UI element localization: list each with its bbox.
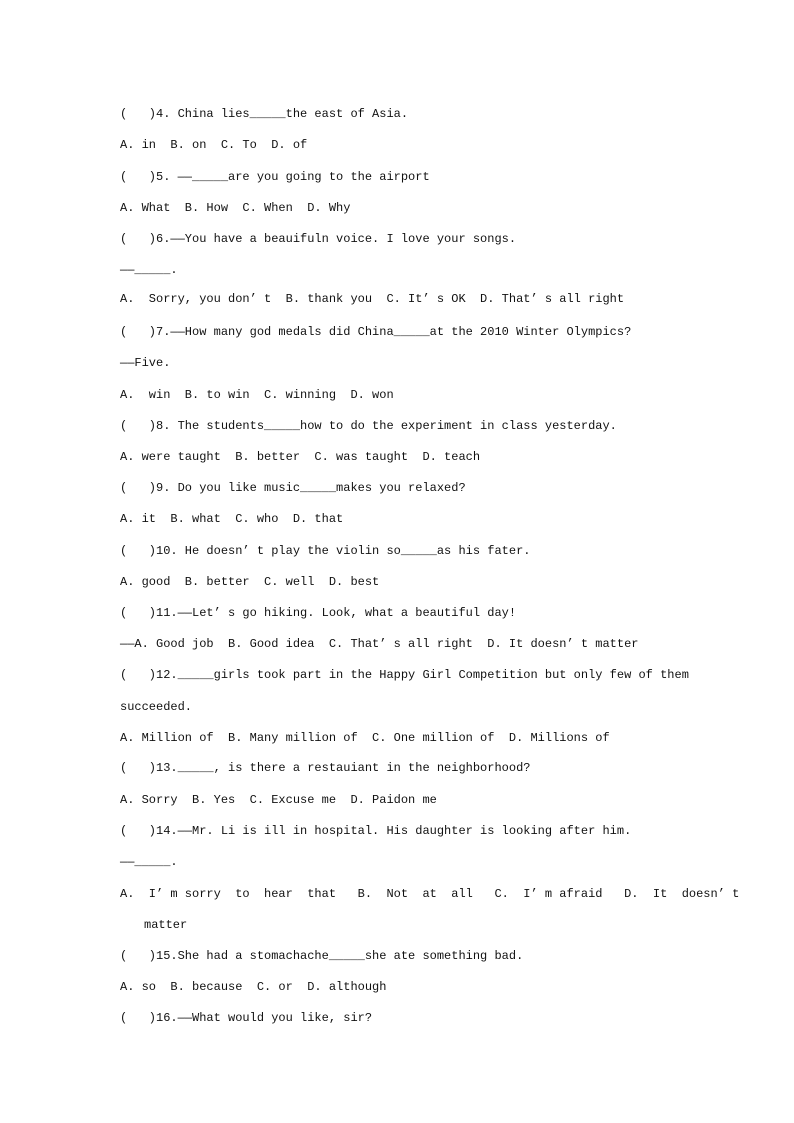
options-7: A. win B. to win C. winning D. won [120,388,394,402]
question-8: ( )8. The students_____how to do the experiment in class yesterday. [120,419,617,433]
question-14-response: ——_____. [120,855,178,869]
question-10: ( )10. He doesn’ t play the violin so_____as his fater. [120,544,531,558]
options-12: A. Million of B. Many million of C. One million of D. Millions of [120,731,610,745]
options-4: A. in B. on C. To D. of [120,138,308,152]
question-16: ( )16.——What would you like, sir? [120,1011,373,1025]
question-12: ( )12._____girls took part in the Happy Girl Competition but only few of them [120,668,689,682]
options-11: ——A. Good job B. Good idea C. That’ s all right D. It doesn’ t matter [120,637,639,651]
question-13: ( )13._____, is there a restauiant in the neighborhood? [120,761,531,775]
options-6: A. Sorry, you don’ t B. thank you C. It’ s OK D. That’ s all right [120,292,625,306]
question-7-response: ——Five. [120,356,171,370]
question-11: ( )11.——Let’ s go hiking. Look, what a beautiful day! [120,606,517,620]
question-4: ( )4. China lies_____the east of Asia. [120,107,409,121]
options-13: A. Sorry B. Yes C. Excuse me D. Paidon me [120,793,437,807]
question-9: ( )9. Do you like music_____makes you relaxed? [120,481,466,495]
question-14: ( )14.——Mr. Li is ill in hospital. His daughter is looking after him. [120,824,632,838]
options-5: A. What B. How C. When D. Why [120,201,351,215]
options-14-cont: matter [144,918,188,932]
options-14: A. I’ m sorry to hear that B. Not at all C. I’ m afraid D. It doesn’ t [120,887,740,901]
question-6-response: ——_____. [120,263,178,277]
options-10: A. good B. better C. well D. best [120,575,380,589]
options-8: A. were taught B. better C. was taught D. teach [120,450,481,464]
options-15: A. so B. because C. or D. although [120,980,387,994]
question-12-cont: succeeded. [120,700,193,714]
question-7: ( )7.——How many god medals did China_____at the 2010 Winter Olympics? [120,325,632,339]
question-15: ( )15.She had a stomachache_____she ate something bad. [120,949,524,963]
options-9: A. it B. what C. who D. that [120,512,344,526]
question-5: ( )5. ——_____are you going to the airport [120,170,430,184]
question-6: ( )6.——You have a beauifuln voice. I love your songs. [120,232,517,246]
